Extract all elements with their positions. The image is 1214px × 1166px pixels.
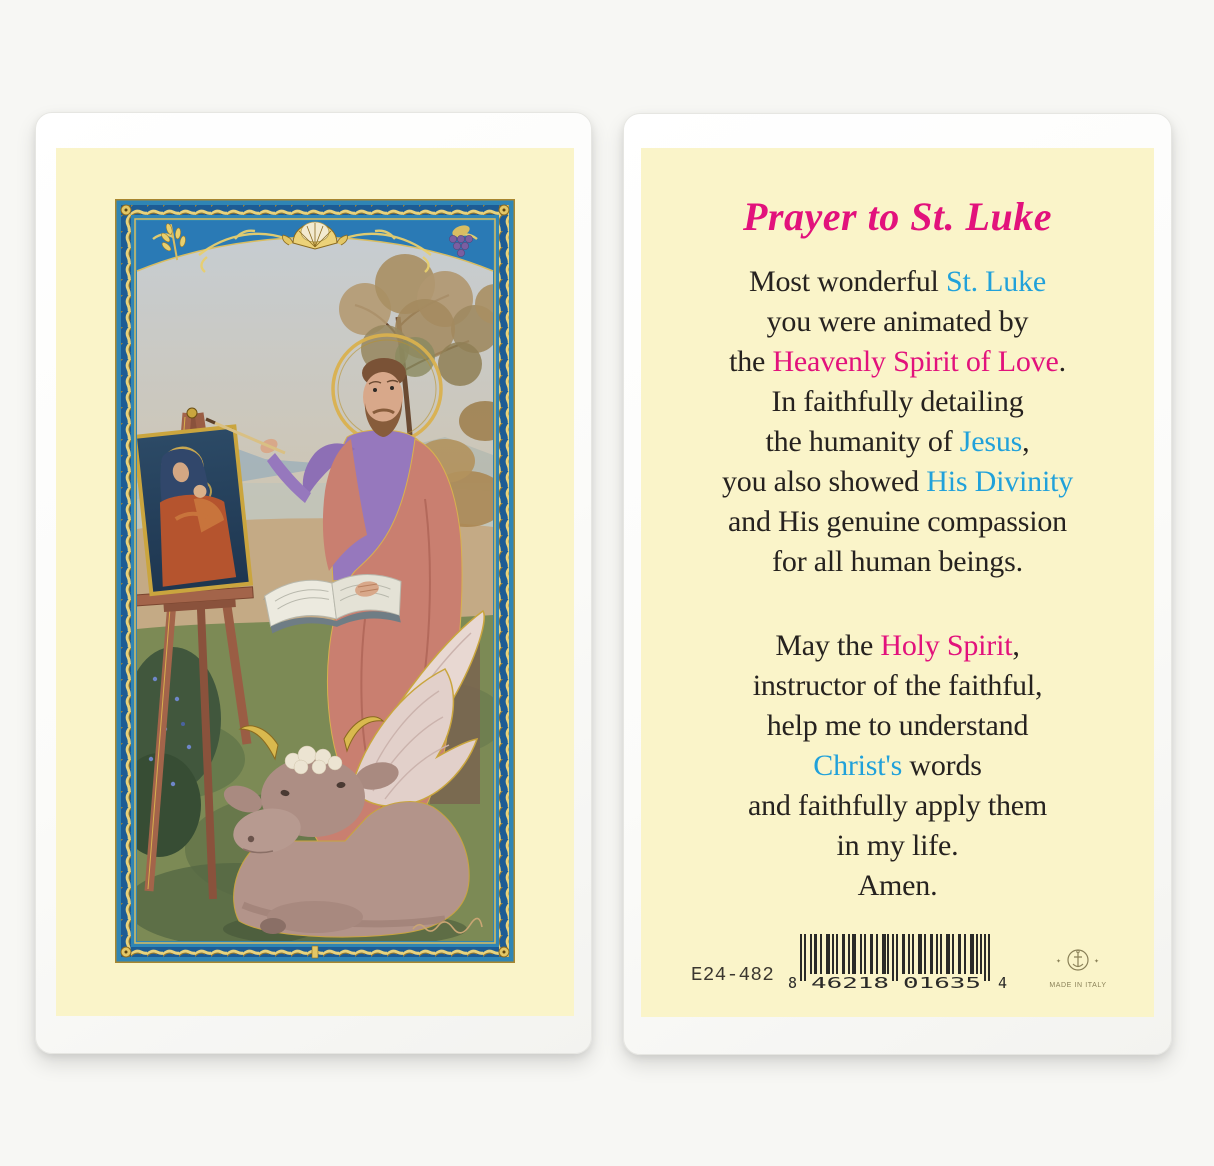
text-segment: the humanity of (765, 425, 960, 458)
text-segment: for all human beings. (772, 545, 1023, 578)
holy-card-back (623, 113, 1172, 1055)
prayer-stanza-2 (641, 626, 1154, 906)
prayer-line (641, 866, 1154, 906)
prayer-line (641, 302, 1154, 342)
text-segment: you were animated by (766, 305, 1029, 338)
prayer-line (641, 422, 1154, 462)
text-segment: His Divinity (926, 465, 1074, 498)
saint-luke-artwork (115, 199, 515, 963)
text-segment: and His genuine compassion (728, 505, 1067, 538)
prayer-stanza-1 (641, 262, 1154, 582)
text-segment: . (1058, 345, 1066, 378)
prayer-line (641, 666, 1154, 706)
card-back-cream-panel (641, 148, 1154, 1017)
prayer-line (641, 826, 1154, 866)
prayer-line (641, 462, 1154, 502)
text-segment: Heavenly Spirit of Love (772, 345, 1059, 378)
made-in-italy-caption: MADE IN ITALY (1049, 982, 1107, 989)
barcode-digit-right: 4 (997, 974, 1007, 992)
prayer-text-block (641, 148, 1154, 1017)
text-segment: Holy Spirit (880, 629, 1013, 662)
prayer-title: Prayer to St. Luke (743, 194, 1052, 239)
publisher-emblem-icon (1050, 946, 1106, 976)
item-code: E24-482 (691, 964, 775, 986)
prayer-line (641, 746, 1154, 786)
prayer-line (641, 706, 1154, 746)
text-segment: the (729, 345, 773, 378)
prayer-line (641, 262, 1154, 302)
prayer-line (641, 626, 1154, 666)
barcode-digits-group2: 01635 (902, 974, 981, 992)
text-segment: , (1012, 629, 1020, 662)
barcode-digit-left: 8 (787, 974, 797, 992)
text-segment: Amen. (857, 869, 938, 902)
upc-barcode (786, 934, 1010, 992)
svg-text:✦: ✦ (1094, 959, 1100, 965)
text-segment: , (1022, 425, 1030, 458)
publisher-emblem (1048, 946, 1108, 989)
text-segment: Most wonderful (748, 265, 946, 298)
text-segment: in my life. (836, 829, 959, 862)
text-segment: words (902, 749, 982, 782)
text-segment: help me to understand (766, 709, 1029, 742)
prayer-line (641, 502, 1154, 542)
prayer-line (641, 342, 1154, 382)
barcode-digits-group1: 46218 (810, 974, 889, 992)
text-segment: Christ's (813, 749, 903, 782)
text-segment: instructor of the faithful, (752, 669, 1043, 702)
holy-card-front (35, 112, 592, 1054)
prayer-line (641, 786, 1154, 826)
text-segment: and faithfully apply them (747, 789, 1048, 822)
prayer-line (641, 542, 1154, 582)
card-footer (641, 934, 1154, 1012)
madonna-canvas (133, 424, 253, 596)
text-segment: St. Luke (945, 265, 1047, 298)
svg-text:✦: ✦ (1056, 959, 1062, 965)
card-front-cream-panel (56, 148, 574, 1016)
text-segment: In faithfully detailing (771, 385, 1024, 418)
prayer-line (641, 382, 1154, 422)
text-segment: May the (775, 629, 881, 662)
text-segment: you also showed (721, 465, 927, 498)
text-segment: Jesus (959, 425, 1023, 458)
